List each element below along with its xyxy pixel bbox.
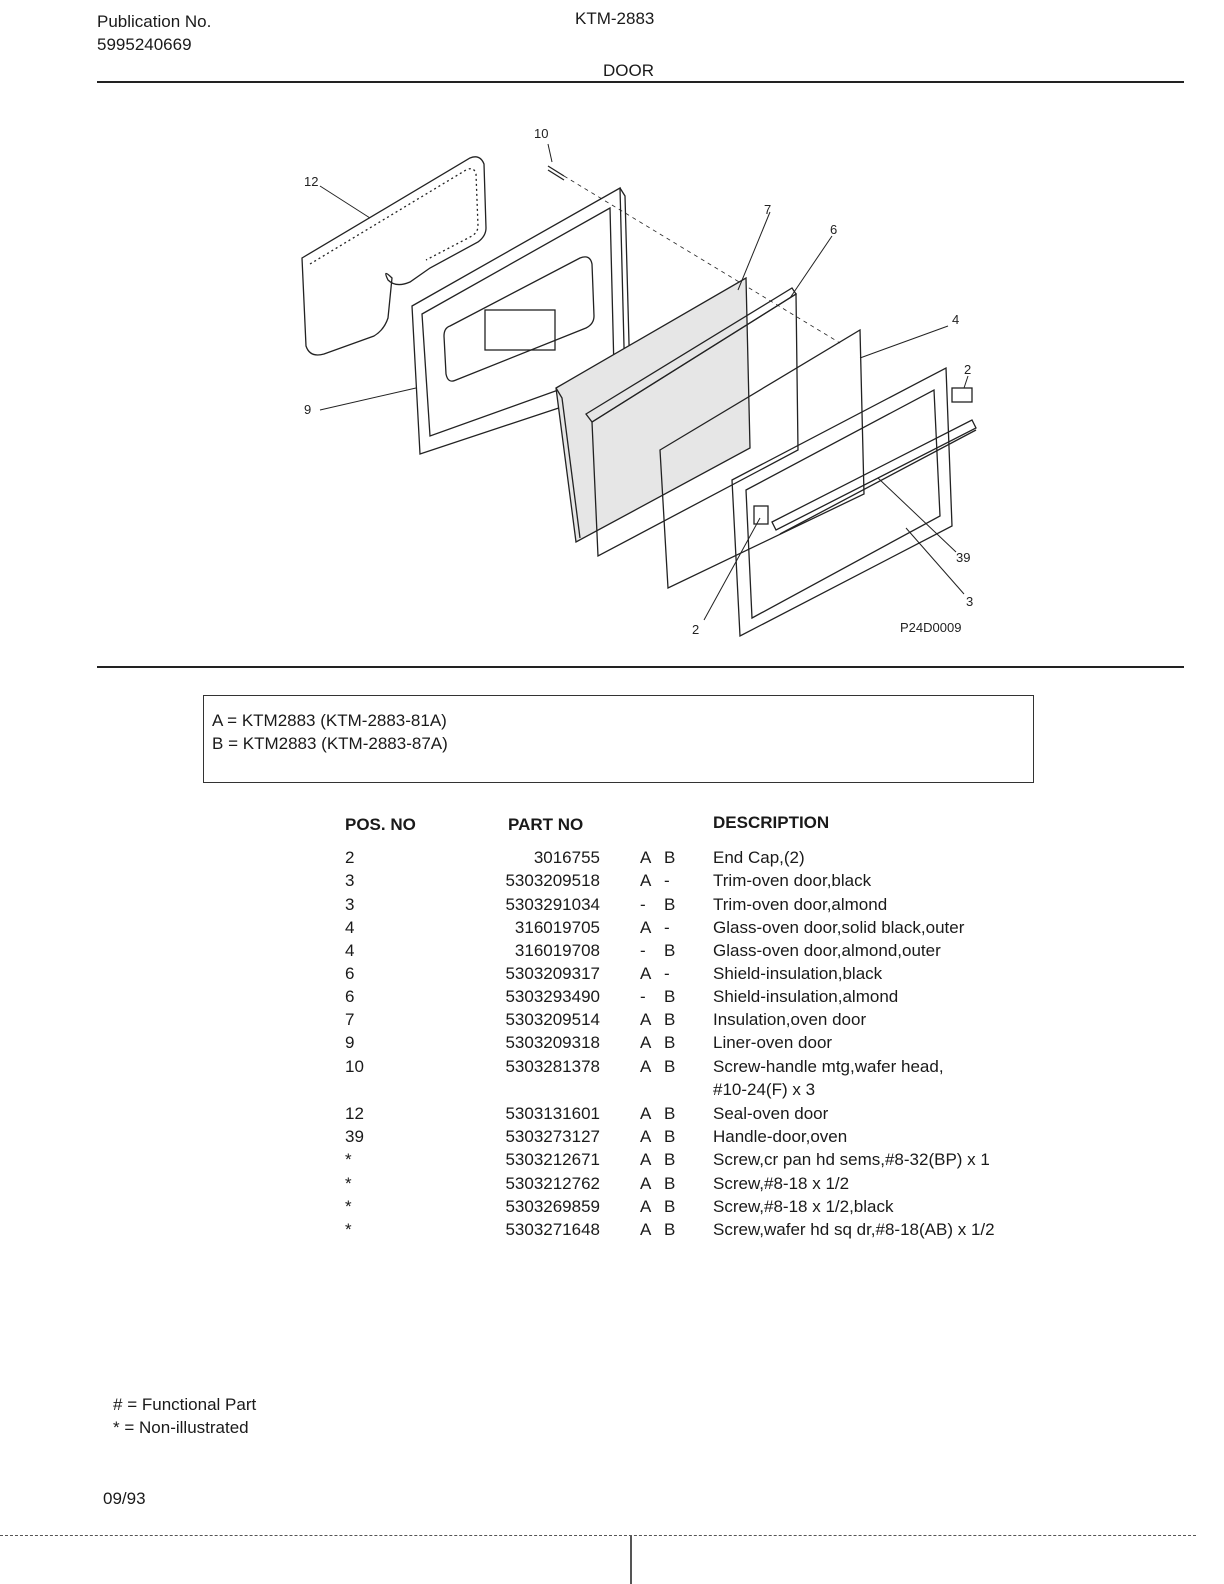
model-a-cell: A: [640, 1150, 652, 1169]
legend-key: B: [212, 734, 224, 753]
part-cell: 5303273127: [505, 1127, 600, 1146]
part-cell: 5303209317: [505, 964, 600, 983]
model-a-cell: -: [640, 941, 646, 960]
legend-equals: =: [227, 711, 238, 730]
part-cell: 5303293490: [505, 987, 600, 1006]
model-title: KTM-2883: [575, 9, 655, 28]
part-cell: 5303209518: [505, 871, 600, 890]
model-a-cell: A: [640, 964, 652, 983]
legend-value: KTM2883 (KTM-2883-81A): [241, 711, 447, 730]
description-cell: Trim-oven door,almond: [713, 895, 888, 914]
description-cell: Insulation,oven door: [713, 1010, 867, 1029]
description-cell: Screw,wafer hd sq dr,#8-18(AB) x 1/2: [713, 1220, 995, 1239]
model-a-cell: A: [640, 1220, 652, 1239]
model-b-cell: B: [664, 848, 676, 867]
description-cell-continued: #10-24(F) x 3: [713, 1080, 816, 1099]
note-non-illustrated: [113, 1418, 249, 1438]
description-cell: Screw,#8-18 x 1/2,black: [713, 1197, 894, 1216]
table-row: [0, 1127, 1224, 1150]
callout-label: 9: [304, 402, 312, 417]
pos-cell: *: [345, 1197, 352, 1216]
model-b-cell: B: [664, 1104, 676, 1123]
table-row-continuation: [0, 1080, 1224, 1103]
model-b-cell: B: [664, 1174, 676, 1193]
model-b-cell: B: [664, 1197, 676, 1216]
model-b-cell: -: [664, 964, 670, 983]
model-b-cell: B: [664, 941, 676, 960]
table-row: [0, 941, 1224, 964]
table-row: [0, 964, 1224, 987]
pos-cell: *: [345, 1174, 352, 1193]
footer-rule: [0, 1535, 1196, 1536]
model-a-cell: A: [640, 1197, 652, 1216]
part-cell: 316019708: [514, 941, 600, 960]
figure-code: P24D0009: [900, 620, 962, 635]
legend-value: KTM2883 (KTM-2883-87A): [242, 734, 448, 753]
description-cell: Glass-oven door,almond,outer: [713, 941, 941, 960]
description-cell: Handle-door,oven: [713, 1127, 848, 1146]
callout-label: 3: [966, 594, 974, 609]
table-row: [0, 871, 1224, 894]
description-cell: Shield-insulation,black: [713, 964, 883, 983]
legend-row-b: [212, 734, 448, 754]
table-row: [0, 1220, 1224, 1243]
model-b-cell: B: [664, 1150, 676, 1169]
part-cell: 5303209318: [505, 1033, 600, 1052]
description-cell: Trim-oven door,black: [713, 871, 872, 890]
model-a-cell: A: [640, 1174, 652, 1193]
legend-equals: =: [228, 734, 239, 753]
table-row: [0, 1057, 1224, 1080]
callout-label: 39: [956, 550, 971, 565]
callout-label: 12: [304, 174, 319, 189]
model-b-cell: B: [664, 1220, 676, 1239]
pos-cell: 4: [345, 918, 355, 937]
pos-cell: 6: [345, 987, 355, 1006]
table-row: [0, 918, 1224, 941]
note-text: Non-illustrated: [139, 1418, 249, 1437]
description-header: DESCRIPTION: [713, 813, 830, 832]
footer-date: 09/93: [103, 1489, 146, 1508]
description-cell: Liner-oven door: [713, 1033, 833, 1052]
model-b-cell: -: [664, 871, 670, 890]
note-symbol: #: [113, 1395, 123, 1414]
header-rule: [97, 81, 1184, 83]
footer-divider: [630, 1536, 632, 1584]
table-row: [0, 1150, 1224, 1173]
end-cap-part: [754, 506, 768, 524]
description-cell: End Cap,(2): [713, 848, 805, 867]
publication-label: Publication No.: [97, 12, 212, 31]
description-cell: Screw,cr pan hd sems,#8-32(BP) x 1: [713, 1150, 990, 1169]
model-a-cell: A: [640, 848, 652, 867]
end-cap-part: [952, 388, 972, 402]
pos-cell: 3: [345, 871, 355, 890]
model-b-cell: B: [664, 987, 676, 1006]
part-cell: 5303271648: [505, 1220, 600, 1239]
pos-cell: 12: [345, 1104, 364, 1123]
table-row: [0, 848, 1224, 871]
model-b-cell: B: [664, 1033, 676, 1052]
diagram-rule: [97, 666, 1184, 668]
description-cell: Screw,#8-18 x 1/2: [713, 1174, 850, 1193]
model-b-cell: B: [664, 1057, 676, 1076]
part-no-header: PART NO: [508, 815, 584, 834]
model-a-cell: -: [640, 895, 646, 914]
part-cell: 5303281378: [505, 1057, 600, 1076]
legend-key: A: [212, 711, 223, 730]
pos-no-header: POS. NO: [345, 815, 416, 834]
part-cell: 3016755: [533, 848, 600, 867]
model-a-cell: A: [640, 1127, 652, 1146]
pos-cell: 3: [345, 895, 355, 914]
pos-cell: *: [345, 1220, 352, 1239]
part-cell: 5303212671: [505, 1150, 600, 1169]
model-a-cell: -: [640, 987, 646, 1006]
table-row: [0, 987, 1224, 1010]
door-exploded-diagram: [280, 118, 1000, 648]
model-a-cell: A: [640, 1033, 652, 1052]
callout-label: 6: [830, 222, 838, 237]
legend-row-a: [212, 711, 447, 731]
model-b-cell: B: [664, 895, 676, 914]
part-cell: 5303269859: [505, 1197, 600, 1216]
pos-cell: *: [345, 1150, 352, 1169]
model-b-cell: -: [664, 918, 670, 937]
part-cell: 5303291034: [505, 895, 600, 914]
handle-door-oven-part: [772, 420, 976, 534]
pos-cell: 39: [345, 1127, 364, 1146]
model-b-cell: B: [664, 1127, 676, 1146]
part-cell: 5303131601: [505, 1104, 600, 1123]
model-b-cell: B: [664, 1010, 676, 1029]
note-equals: =: [127, 1395, 138, 1414]
description-cell: Seal-oven door: [713, 1104, 829, 1123]
table-row: [0, 1033, 1224, 1056]
note-symbol: *: [113, 1418, 120, 1437]
section-title: DOOR: [603, 61, 654, 80]
model-a-cell: A: [640, 1057, 652, 1076]
table-row: [0, 1197, 1224, 1220]
part-cell: 5303212762: [505, 1174, 600, 1193]
note-functional-part: [113, 1395, 256, 1415]
callout-label: 4: [952, 312, 960, 327]
model-legend-box: [203, 695, 1034, 783]
callout-label: 2: [692, 622, 700, 637]
trim-oven-door-part: [732, 368, 952, 636]
model-a-cell: A: [640, 871, 652, 890]
table-row: [0, 1104, 1224, 1127]
table-row: [0, 895, 1224, 918]
pos-cell: 2: [345, 848, 355, 867]
pos-cell: 10: [345, 1057, 364, 1076]
description-cell: Glass-oven door,solid black,outer: [713, 918, 965, 937]
callout-label: 2: [964, 362, 972, 377]
pos-cell: 9: [345, 1033, 355, 1052]
part-cell: 5303209514: [505, 1010, 600, 1029]
description-cell: Screw-handle mtg,wafer head,: [713, 1057, 944, 1076]
description-cell: Shield-insulation,almond: [713, 987, 899, 1006]
callout-label: 10: [534, 126, 549, 141]
model-a-cell: A: [640, 1104, 652, 1123]
note-equals: =: [124, 1418, 135, 1437]
note-text: Functional Part: [141, 1395, 257, 1414]
model-a-cell: A: [640, 1010, 652, 1029]
publication-number: 5995240669: [97, 35, 192, 54]
callout-label: 7: [764, 202, 772, 217]
pos-cell: 7: [345, 1010, 355, 1029]
part-cell: 316019705: [514, 918, 600, 937]
pos-cell: 6: [345, 964, 355, 983]
table-row: [0, 1010, 1224, 1033]
seal-oven-door-part: [302, 157, 486, 355]
pos-cell: 4: [345, 941, 355, 960]
table-row: [0, 1174, 1224, 1197]
insulation-oven-door-part: [556, 278, 750, 542]
model-a-cell: A: [640, 918, 652, 937]
